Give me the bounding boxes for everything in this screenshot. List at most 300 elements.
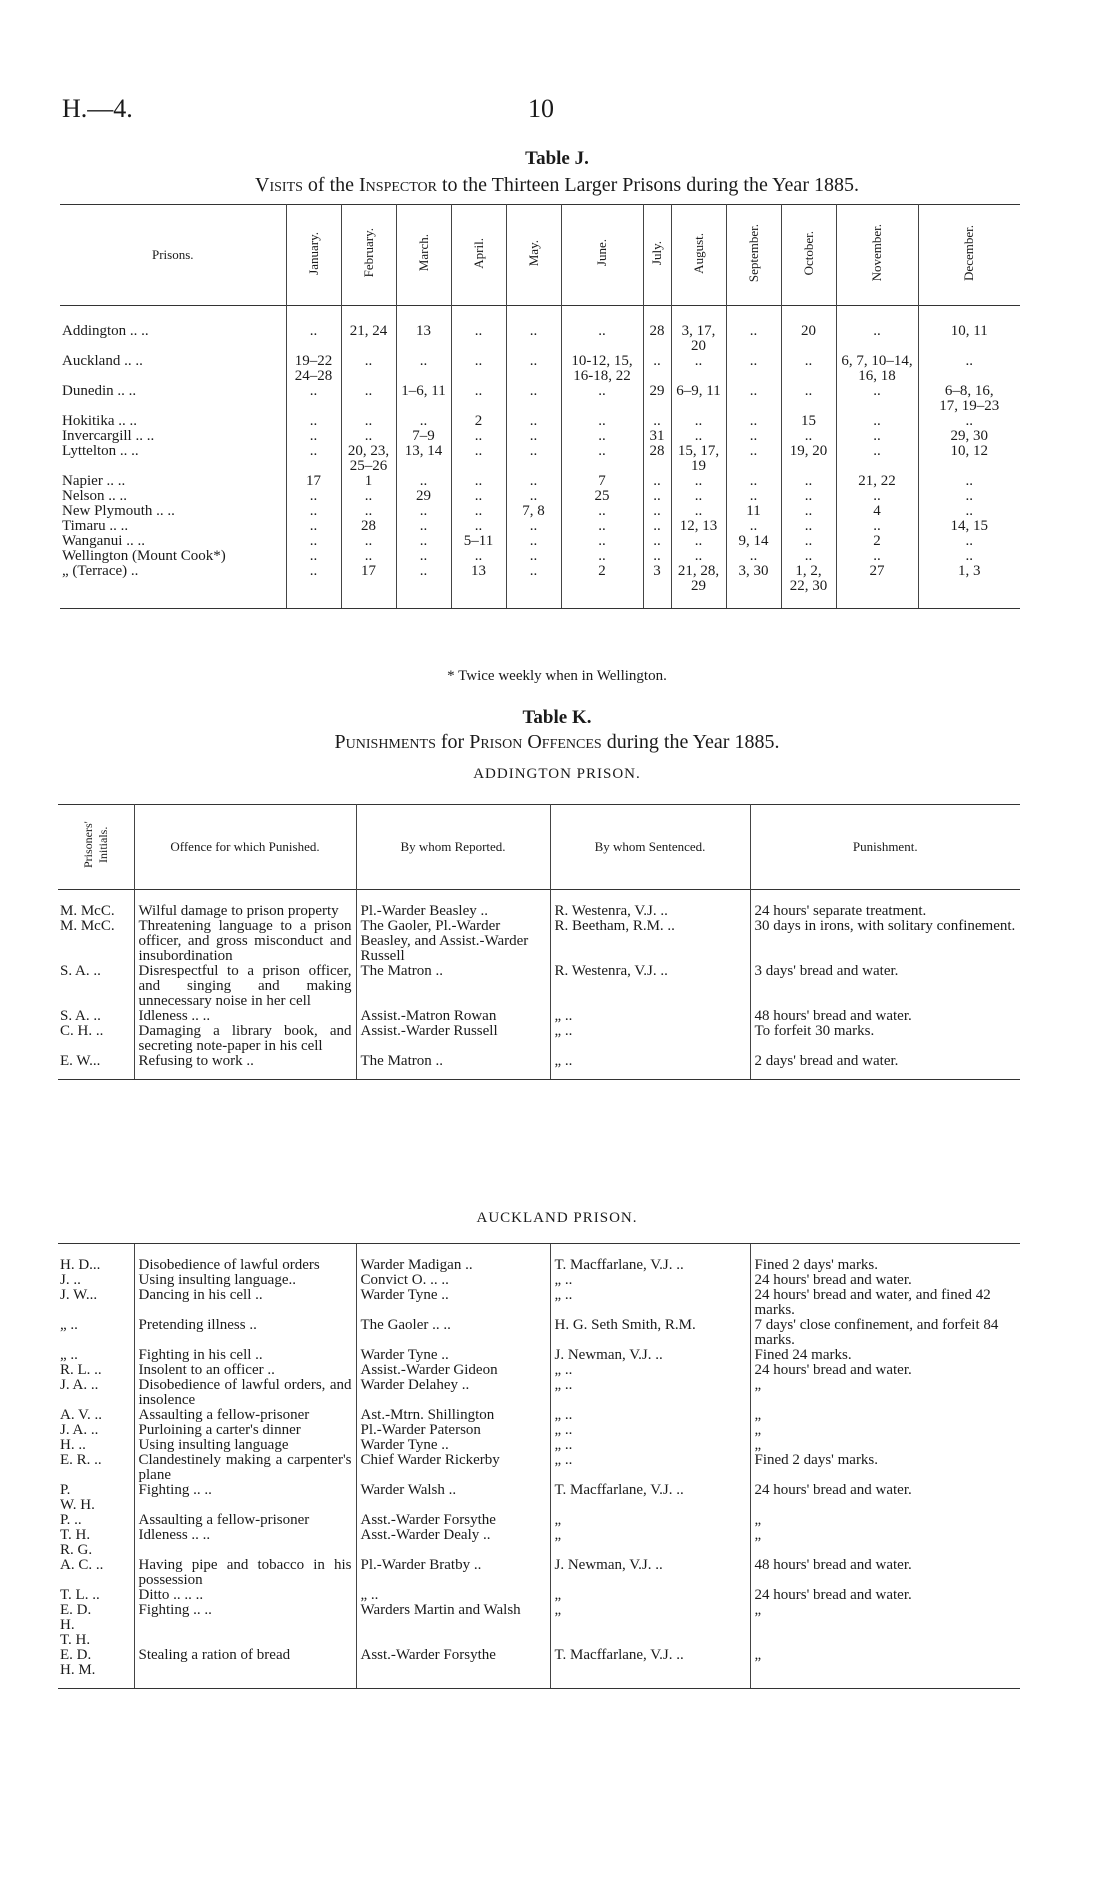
column-header-label: August. [690, 232, 706, 274]
visit-dates-cell: 28 [643, 444, 671, 474]
table-row [58, 1009, 1020, 1024]
column-header-label: September. [745, 223, 761, 283]
visit-dates-cell: .. [836, 306, 918, 355]
prison-name-cell: Auckland .. .. [62, 353, 143, 369]
initials-cell: P. W. H. [60, 1482, 95, 1513]
punishment-cell: Fined 2 days' marks. [750, 1244, 1020, 1274]
initials-cell: A. V. .. [60, 1407, 102, 1423]
table-row [58, 1528, 1020, 1558]
visit-dates-cell: .. [671, 354, 726, 384]
offence-cell: Disobedience of lawful orders, and insolence [134, 1378, 356, 1408]
visit-dates-cell: 6–9, 11 [671, 384, 726, 414]
initials-cell: S. A. .. [60, 963, 101, 979]
visit-dates-cell: .. [341, 489, 396, 504]
visit-dates-cell: .. [451, 384, 506, 414]
visit-dates-cell: .. [396, 504, 451, 519]
table-row [58, 919, 1020, 964]
table-row [58, 1408, 1020, 1423]
visit-dates-cell: 21, 28, 29 [671, 564, 726, 609]
column-header-month [506, 205, 561, 306]
reported-by-cell: Pl.-Warder Beasley .. [356, 890, 550, 920]
visit-dates-cell: .. [561, 444, 643, 474]
punishment-cell: „ [750, 1378, 1020, 1408]
initials-cell: „ .. [60, 1347, 78, 1363]
punishment-cell: 7 days' close confinement, and forfeit 84 marks. [750, 1318, 1020, 1348]
title-part: Prison Offences [469, 731, 602, 753]
title-part: of the [302, 174, 360, 196]
visit-dates-cell: .. [671, 549, 726, 564]
table-row [58, 1363, 1020, 1378]
visit-dates-cell: .. [643, 534, 671, 549]
column-header [750, 805, 1020, 890]
visit-dates-cell: .. [561, 429, 643, 444]
visit-dates-cell: 2 [836, 534, 918, 549]
visit-dates-cell: .. [781, 519, 836, 534]
visit-dates-cell: 11 [726, 504, 781, 519]
visit-dates-cell: .. [506, 444, 561, 474]
offence-cell: Clandestinely making a carpenter's plane [134, 1453, 356, 1483]
visit-dates-cell: 7, 8 [506, 504, 561, 519]
visit-dates-cell: .. [726, 414, 781, 429]
visit-dates-cell: .. [643, 519, 671, 534]
visit-dates-cell: .. [836, 429, 918, 444]
visit-dates-cell: .. [506, 519, 561, 534]
column-header-month [286, 205, 341, 306]
punishment-cell: „ [750, 1603, 1020, 1648]
punishment-cell: Fined 2 days' marks. [750, 1453, 1020, 1483]
initials-cell: „ .. [60, 1317, 78, 1333]
reported-by-cell: The Matron .. [356, 1054, 550, 1080]
visit-dates-cell: .. [451, 504, 506, 519]
visit-dates-cell: 13, 14 [396, 444, 451, 474]
visit-dates-cell: 28 [643, 306, 671, 355]
visit-dates-cell: .. [726, 519, 781, 534]
column-header-label: January. [305, 231, 321, 275]
punishment-cell: „ [750, 1438, 1020, 1453]
column-header-label: Offence for which Punished. [170, 839, 320, 854]
punishment-cell: 24 hours' bread and water. [750, 1363, 1020, 1378]
reported-by-cell: Pl.-Warder Bratby .. [356, 1558, 550, 1588]
sentenced-by-cell: R. Beetham, R.M. .. [550, 919, 750, 964]
sentenced-by-cell: „ .. [550, 1273, 750, 1288]
visit-dates-cell: .. [561, 534, 643, 549]
table-row [58, 1453, 1020, 1483]
table-row [60, 504, 1020, 519]
title-part: to the Thirteen Larger Prisons during the Year 1885. [437, 174, 859, 196]
table-row [60, 306, 1020, 355]
table-row [58, 890, 1020, 920]
visit-dates-cell: 19, 20 [781, 444, 836, 474]
table-row [60, 414, 1020, 429]
visit-dates-cell: .. [918, 504, 1020, 519]
visit-dates-cell: 1, 3 [918, 564, 1020, 609]
column-header-month [561, 205, 643, 306]
initials-cell: A. C. .. [60, 1557, 104, 1573]
visit-dates-cell: .. [506, 354, 561, 384]
initials-cell: T. L. .. [60, 1587, 100, 1603]
initials-cell: C. H. .. [60, 1023, 104, 1039]
visit-dates-cell: .. [286, 534, 341, 549]
sentenced-by-cell: R. Westenra, V.J. .. [550, 964, 750, 1009]
sentenced-by-cell: „ [550, 1513, 750, 1528]
column-header [58, 805, 134, 890]
visit-dates-cell: .. [451, 444, 506, 474]
punishment-cell: 48 hours' bread and water. [750, 1558, 1020, 1588]
visit-dates-cell: .. [506, 474, 561, 489]
auckland-heading: AUCKLAND PRISON. [476, 1210, 638, 1226]
visit-dates-cell: .. [341, 504, 396, 519]
prison-name-cell: Addington .. .. [62, 323, 149, 339]
column-header-month [726, 205, 781, 306]
table-row [58, 1603, 1020, 1648]
visit-dates-cell: .. [451, 429, 506, 444]
table-row [58, 1024, 1020, 1054]
initials-cell: P. .. [60, 1512, 82, 1528]
visit-dates-cell: 15, 17, 19 [671, 444, 726, 474]
table-row [58, 1438, 1020, 1453]
table-row [58, 1244, 1020, 1274]
offence-cell: Fighting in his cell .. [134, 1348, 356, 1363]
offence-cell: Stealing a ration of bread [134, 1648, 356, 1689]
visit-dates-cell: .. [726, 354, 781, 384]
column-header-month [451, 205, 506, 306]
offence-cell: Purloining a carter's dinner [134, 1423, 356, 1438]
visit-dates-cell: .. [286, 384, 341, 414]
visit-dates-cell: .. [836, 414, 918, 429]
table-row [58, 1423, 1020, 1438]
column-header [134, 805, 356, 890]
visit-dates-cell: .. [396, 474, 451, 489]
visit-dates-cell: 3, 17, 20 [671, 306, 726, 355]
visit-dates-cell: 19–22 24–28 [286, 354, 341, 384]
table-row [60, 474, 1020, 489]
offence-cell: Idleness .. .. [134, 1528, 356, 1558]
column-header-month [396, 205, 451, 306]
visit-dates-cell: .. [286, 564, 341, 609]
inspector-visits-table [60, 204, 1020, 609]
visit-dates-cell: .. [836, 549, 918, 564]
offence-cell: Disobedience of lawful orders [134, 1244, 356, 1274]
title-part: Visits [255, 174, 303, 196]
table-k-label: Table K. [522, 707, 592, 728]
column-header-month [781, 205, 836, 306]
visit-dates-cell: 4 [836, 504, 918, 519]
visit-dates-cell: .. [918, 534, 1020, 549]
punishment-cell: 24 hours' bread and water. [750, 1483, 1020, 1513]
visit-dates-cell: .. [643, 549, 671, 564]
visit-dates-cell: 3 [643, 564, 671, 609]
addington-punishments-table [58, 804, 1020, 1080]
table-j-footnote: * Twice weekly when in Wellington. [447, 668, 667, 684]
prison-name-cell: Lyttelton .. .. [62, 443, 139, 459]
column-header-label: Prisons. [151, 247, 194, 262]
visit-dates-cell: 17 [286, 474, 341, 489]
visit-dates-cell: .. [726, 474, 781, 489]
column-header [550, 805, 750, 890]
column-header-month [836, 205, 918, 306]
visit-dates-cell: .. [671, 429, 726, 444]
punishment-cell: 24 hours' bread and water. [750, 1273, 1020, 1288]
initials-cell: J. A. .. [60, 1422, 99, 1438]
visit-dates-cell: 9, 14 [726, 534, 781, 549]
visit-dates-cell: .. [671, 414, 726, 429]
visit-dates-cell: .. [836, 519, 918, 534]
visit-dates-cell: .. [726, 306, 781, 355]
initials-cell: M. McC. [60, 903, 115, 919]
reported-by-cell: Warder Tyne .. [356, 1288, 550, 1318]
column-header-label: October. [800, 230, 816, 276]
visit-dates-cell: 27 [836, 564, 918, 609]
reported-by-cell: Pl.-Warder Paterson [356, 1423, 550, 1438]
offence-cell: Assaulting a fellow-prisoner [134, 1513, 356, 1528]
visit-dates-cell: .. [561, 306, 643, 355]
table-row [60, 549, 1020, 564]
visit-dates-cell: .. [396, 354, 451, 384]
visit-dates-cell: .. [781, 534, 836, 549]
punishment-cell: „ [750, 1513, 1020, 1528]
reported-by-cell: Warder Walsh .. [356, 1483, 550, 1513]
visit-dates-cell: 17 [341, 564, 396, 609]
table-row [58, 1318, 1020, 1348]
visit-dates-cell: .. [286, 414, 341, 429]
visit-dates-cell: 1–6, 11 [396, 384, 451, 414]
punishment-cell: „ [750, 1408, 1020, 1423]
offence-cell: Fighting .. .. [134, 1483, 356, 1513]
column-header-prisons [60, 205, 286, 306]
sentenced-by-cell: „ .. [550, 1423, 750, 1438]
document-reference: H.—4. [62, 94, 133, 123]
visit-dates-cell: .. [781, 474, 836, 489]
initials-cell: E. D. H. M. [58, 1648, 134, 1689]
title-part: during the Year 1885. [601, 731, 780, 753]
sentenced-by-cell: „ .. [550, 1288, 750, 1318]
visit-dates-cell: .. [396, 534, 451, 549]
initials-cell: M. McC. [60, 918, 115, 934]
table-row [60, 564, 1020, 609]
table-row [60, 354, 1020, 384]
punishment-cell: Fined 24 marks. [750, 1348, 1020, 1363]
sentenced-by-cell: J. Newman, V.J. .. [550, 1348, 750, 1363]
visit-dates-cell: .. [451, 354, 506, 384]
visit-dates-cell: .. [918, 549, 1020, 564]
visit-dates-cell: .. [561, 414, 643, 429]
reported-by-cell: Convict O. .. .. [356, 1273, 550, 1288]
offence-cell: Idleness .. .. [134, 1009, 356, 1024]
visit-dates-cell: 13 [396, 306, 451, 355]
prison-name-cell: „ (Terrace) .. [60, 564, 286, 609]
column-header-label: By whom Sentenced. [594, 839, 706, 854]
title-part: for [435, 731, 470, 753]
visit-dates-cell: 14, 15 [918, 519, 1020, 534]
initials-cell: T. H. R. G. [60, 1527, 93, 1558]
prison-name-cell: Wanganui .. .. [62, 533, 145, 549]
sentenced-by-cell: „ .. [550, 1363, 750, 1378]
column-header-label: April. [470, 237, 486, 269]
title-part: Punishments [334, 731, 436, 753]
reported-by-cell: The Gaoler .. .. [356, 1318, 550, 1348]
visit-dates-cell: .. [506, 384, 561, 414]
visit-dates-cell: .. [561, 549, 643, 564]
visit-dates-cell: .. [918, 354, 1020, 384]
visit-dates-cell: .. [286, 489, 341, 504]
visit-dates-cell: .. [451, 519, 506, 534]
visit-dates-cell: .. [506, 414, 561, 429]
visit-dates-cell: .. [286, 444, 341, 474]
visit-dates-cell: .. [561, 384, 643, 414]
visit-dates-cell: .. [781, 549, 836, 564]
reported-by-cell: Warder Tyne .. [356, 1438, 550, 1453]
table-j-label: Table J. [525, 148, 589, 169]
reported-by-cell: The Matron .. [356, 964, 550, 1009]
visit-dates-cell: .. [396, 414, 451, 429]
visit-dates-cell: .. [726, 489, 781, 504]
visit-dates-cell: .. [451, 549, 506, 564]
table-row [58, 1378, 1020, 1408]
visit-dates-cell: .. [396, 549, 451, 564]
visit-dates-cell: 20, 23, 25–26 [341, 444, 396, 474]
column-header-month [671, 205, 726, 306]
offence-cell: Disrespectful to a prison officer, and singing and making unnecessary noise in her cell [134, 964, 356, 1009]
visit-dates-cell: 25 [561, 489, 643, 504]
table-row [60, 384, 1020, 414]
initials-cell: E. W... [58, 1054, 134, 1080]
initials-cell: H. .. [60, 1437, 86, 1453]
table-row [60, 534, 1020, 549]
sentenced-by-cell: „ .. [550, 1438, 750, 1453]
sentenced-by-cell: „ .. [550, 1378, 750, 1408]
prison-name-cell: Timaru .. .. [62, 518, 129, 534]
reported-by-cell: Assist.-Warder Gideon [356, 1363, 550, 1378]
visit-dates-cell: .. [506, 534, 561, 549]
visit-dates-cell: 2 [451, 414, 506, 429]
punishment-cell: 30 days in irons, with solitary confinement. [750, 919, 1020, 964]
column-header-label: July. [649, 240, 664, 266]
prison-name-cell: Wellington (Mount Cook*) [62, 548, 226, 564]
sentenced-by-cell: T. Macffarlane, V.J. .. [550, 1483, 750, 1513]
page-number: 10 [528, 94, 554, 123]
column-header-label: May. [525, 239, 541, 267]
prison-name-cell: Invercargill .. .. [62, 428, 155, 444]
visit-dates-cell: .. [671, 534, 726, 549]
column-header-label: February. [360, 228, 376, 278]
visit-dates-cell: 2 [561, 564, 643, 609]
punishment-cell: 3 days' bread and water. [750, 964, 1020, 1009]
visit-dates-cell: 10-12, 15, 16-18, 22 [561, 354, 643, 384]
table-row [58, 964, 1020, 1009]
punishment-cell: To forfeit 30 marks. [750, 1024, 1020, 1054]
reported-by-cell: Assist.-Matron Rowan [356, 1009, 550, 1024]
visit-dates-cell: 31 [643, 429, 671, 444]
visit-dates-cell: 21, 22 [836, 474, 918, 489]
offence-cell: Fighting .. .. [134, 1603, 356, 1648]
visit-dates-cell: 6, 7, 10–14, 16, 18 [836, 354, 918, 384]
visit-dates-cell: .. [451, 489, 506, 504]
visit-dates-cell: 7 [561, 474, 643, 489]
visit-dates-cell: .. [561, 519, 643, 534]
prison-name-cell: Dunedin .. .. [62, 383, 137, 399]
visit-dates-cell: .. [726, 444, 781, 474]
title-part: Inspector [359, 174, 437, 196]
visit-dates-cell: .. [781, 354, 836, 384]
visit-dates-cell: .. [836, 384, 918, 414]
visit-dates-cell: 13 [451, 564, 506, 609]
column-header-label: Prisoners' Initials. [80, 821, 110, 869]
table-row [60, 429, 1020, 444]
visit-dates-cell: .. [286, 306, 341, 355]
visit-dates-cell: .. [286, 549, 341, 564]
offence-cell: Damaging a library book, and secreting note-paper in his cell [134, 1024, 356, 1054]
visit-dates-cell: .. [671, 504, 726, 519]
visit-dates-cell: 12, 13 [671, 519, 726, 534]
reported-by-cell: Warder Madigan .. [356, 1244, 550, 1274]
offence-cell: Assaulting a fellow-prisoner [134, 1408, 356, 1423]
column-header-month [341, 205, 396, 306]
prison-name-cell: New Plymouth .. .. [62, 503, 175, 519]
visit-dates-cell: .. [341, 549, 396, 564]
column-header-label: Punishment. [852, 839, 918, 854]
offence-cell: Dancing in his cell .. [134, 1288, 356, 1318]
column-header-month [918, 205, 1020, 306]
sentenced-by-cell: „ [550, 1588, 750, 1603]
visit-dates-cell: .. [918, 414, 1020, 429]
visit-dates-cell: 20 [781, 306, 836, 355]
initials-cell: E. D. H. T. H. [60, 1602, 92, 1648]
sentenced-by-cell: „ .. [550, 1453, 750, 1483]
table-row [58, 1558, 1020, 1588]
visit-dates-cell: .. [781, 504, 836, 519]
visit-dates-cell: 7–9 [396, 429, 451, 444]
visit-dates-cell: .. [341, 534, 396, 549]
table-row [58, 1513, 1020, 1528]
table-row [58, 1288, 1020, 1318]
visit-dates-cell: .. [781, 429, 836, 444]
punishment-cell: 24 hours' bread and water, and fined 42 marks. [750, 1288, 1020, 1318]
sentenced-by-cell: „ [550, 1603, 750, 1648]
visit-dates-cell: 29 [643, 384, 671, 414]
table-row [60, 444, 1020, 474]
visit-dates-cell: .. [781, 489, 836, 504]
reported-by-cell: Assist.-Warder Russell [356, 1024, 550, 1054]
visit-dates-cell: .. [451, 474, 506, 489]
visit-dates-cell: .. [341, 384, 396, 414]
initials-cell: H. D... [58, 1244, 134, 1274]
sentenced-by-cell: „ [550, 1528, 750, 1558]
column-header-label: December. [961, 225, 977, 281]
visit-dates-cell: .. [781, 384, 836, 414]
visit-dates-cell: .. [286, 429, 341, 444]
visit-dates-cell: .. [561, 504, 643, 519]
visit-dates-cell: .. [396, 519, 451, 534]
visit-dates-cell: .. [286, 504, 341, 519]
visit-dates-cell: 3, 30 [726, 564, 781, 609]
visit-dates-cell: .. [506, 549, 561, 564]
initials-cell: J. W... [60, 1287, 98, 1303]
table-row [58, 1588, 1020, 1603]
visit-dates-cell: .. [341, 414, 396, 429]
column-header-label: By whom Reported. [400, 839, 506, 854]
visit-dates-cell: 1 [341, 474, 396, 489]
reported-by-cell: Warders Martin and Walsh [356, 1603, 550, 1648]
punishment-cell: „ [750, 1528, 1020, 1558]
sentenced-by-cell: „ .. [550, 1054, 750, 1080]
offence-cell: Threatening language to a prison officer, and gross misconduct and insubordination [134, 919, 356, 964]
offence-cell: Pretending illness .. [134, 1318, 356, 1348]
addington-heading: ADDINGTON PRISON. [473, 766, 641, 782]
visit-dates-cell: .. [918, 489, 1020, 504]
prison-name-cell: Hokitika .. .. [62, 413, 137, 429]
initials-cell: J. A. .. [60, 1377, 99, 1393]
visit-dates-cell: .. [396, 564, 451, 609]
